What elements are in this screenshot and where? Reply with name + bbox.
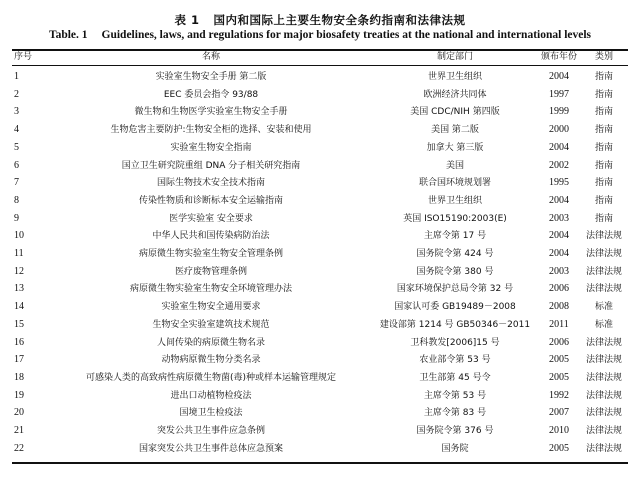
cell-no: 4 — [14, 124, 19, 136]
table-number-en: Table. 1 — [48, 29, 88, 41]
cell-no: 12 — [14, 265, 24, 277]
table-number-cn: 表 1 — [174, 13, 200, 27]
cell-year: 2004 — [549, 248, 569, 259]
cell-category: 指南 — [594, 142, 613, 153]
cell-name: 微生物和生物医学实验室生物安全手册 — [134, 107, 288, 118]
cell-year: 2011 — [549, 318, 569, 330]
cell-name: 医疗废物管理条例 — [174, 266, 247, 277]
table-row — [12, 139, 628, 157]
header-category: 类别 — [594, 52, 613, 62]
table-row — [12, 280, 628, 298]
cell-category: 法律法规 — [585, 355, 622, 366]
table-row — [12, 440, 628, 458]
cell-year: 2002 — [549, 159, 569, 171]
cell-department: 美国 — [445, 160, 464, 171]
cell-year: 2006 — [549, 283, 569, 295]
table-row — [12, 404, 628, 422]
table-row — [12, 174, 628, 192]
cell-name: 进出口动植物检疫法 — [170, 390, 252, 401]
cell-no: 15 — [14, 318, 24, 330]
cell-name: 国际生物技术安全技术指南 — [156, 178, 265, 189]
table-bottom-rule — [12, 462, 628, 464]
cell-name: 中华人民共和国传染病防治法 — [152, 231, 270, 242]
cell-year: 2004 — [549, 194, 569, 206]
table-header-row — [12, 49, 628, 65]
cell-category: 标准 — [594, 302, 613, 313]
cell-name: 病原微生物实验室生物安全环境管理办法 — [129, 284, 292, 295]
cell-category: 法律法规 — [585, 426, 622, 436]
cell-department: 国务院令第 380 号 — [416, 266, 494, 277]
table-row — [12, 387, 628, 405]
cell-name: 传染性物质和诊断标本安全运输指南 — [138, 195, 283, 206]
cell-name: 动物病原微生物分类名录 — [161, 355, 261, 366]
cell-category: 指南 — [594, 213, 613, 224]
header-no: 序号 — [14, 52, 33, 62]
cell-year: 2005 — [549, 371, 569, 383]
cell-department: 美国 第二版 — [431, 125, 479, 136]
cell-no: 13 — [14, 283, 24, 295]
cell-name: 可感染人类的高致病性病原微生物菌(毒)种或样本运输管理规定 — [85, 372, 337, 383]
cell-department: 国家认可委 GB19489－2008 — [394, 302, 516, 313]
cell-name: 实验室生物安全手册 第二版 — [155, 72, 267, 82]
cell-category: 指南 — [594, 107, 613, 118]
cell-category: 指南 — [594, 89, 613, 100]
cell-no: 2 — [14, 88, 19, 100]
table-title-cn: 国内和国际上主要生物安全条约指南和法律法规 — [213, 13, 466, 27]
table-row — [12, 334, 628, 352]
table-row — [12, 351, 628, 369]
cell-no: 10 — [14, 230, 24, 242]
cell-no: 1 — [14, 71, 19, 82]
table-row — [12, 422, 628, 440]
cell-department: 世界卫生组织 — [427, 72, 482, 82]
table-header-rule — [12, 65, 628, 66]
cell-category: 法律法规 — [585, 408, 622, 419]
cell-name: 国立卫生研究院重组 DNA 分子相关研究指南 — [121, 160, 301, 171]
cell-year: 2004 — [549, 141, 569, 153]
cell-no: 3 — [14, 106, 19, 118]
table-caption-en — [0, 29, 640, 41]
cell-name: 人间传染的病原微生物名录 — [156, 337, 265, 348]
cell-year: 2010 — [549, 425, 569, 436]
cell-name: 生物危害主要防护:生物安全柜的选择、安装和使用 — [110, 125, 312, 136]
cell-department: 国务院 — [441, 443, 469, 454]
cell-year: 2004 — [549, 230, 569, 242]
cell-no: 22 — [14, 442, 24, 454]
table-row — [12, 245, 628, 263]
cell-category: 法律法规 — [585, 284, 622, 295]
cell-no: 11 — [14, 248, 24, 259]
table-row — [12, 103, 628, 121]
cell-department: 欧洲经济共同体 — [423, 89, 487, 100]
cell-category: 标准 — [594, 319, 613, 330]
cell-department: 农业部令第 53 号 — [419, 355, 491, 366]
cell-category: 指南 — [594, 195, 613, 206]
cell-year: 2003 — [549, 212, 569, 224]
cell-no: 14 — [14, 301, 24, 313]
cell-name: 国家突发公共卫生事件总体应急预案 — [138, 443, 283, 454]
cell-no: 5 — [14, 141, 19, 153]
cell-no: 16 — [14, 336, 24, 348]
table-row — [12, 121, 628, 139]
cell-name: 实验室生物安全指南 — [170, 142, 252, 153]
cell-department: 国家环境保护总局令第 32 号 — [396, 284, 514, 295]
cell-department: 卫科教发[2006]15 号 — [410, 337, 500, 348]
cell-department: 世界卫生组织 — [427, 195, 482, 206]
cell-department: 建设部第 1214 号 GB50346－2011 — [379, 319, 531, 330]
cell-category: 法律法规 — [585, 337, 622, 348]
cell-category: 法律法规 — [585, 390, 622, 401]
table-row — [12, 210, 628, 228]
table-row — [12, 68, 628, 86]
cell-name: 医学实验室 安全要求 — [169, 213, 253, 224]
cell-year: 2006 — [549, 336, 569, 348]
cell-category: 指南 — [594, 160, 613, 171]
cell-year: 1992 — [549, 389, 569, 401]
cell-no: 17 — [14, 354, 24, 366]
cell-category: 法律法规 — [585, 443, 622, 454]
cell-year: 2000 — [549, 124, 569, 136]
header-department: 制定部门 — [436, 52, 473, 62]
cell-year: 2003 — [549, 265, 569, 277]
cell-no: 19 — [14, 389, 24, 401]
cell-department: 主席令第 17 号 — [423, 231, 487, 242]
cell-name: EEC 委员会指令 93/88 — [163, 89, 259, 100]
cell-category: 法律法规 — [585, 249, 622, 259]
cell-year: 2005 — [549, 354, 569, 366]
cell-department: 联合国环境规划署 — [418, 178, 491, 189]
cell-department: 英国 ISO15190:2003(E) — [403, 213, 507, 224]
header-year: 颁布年份 — [540, 52, 577, 62]
cell-department: 主席令第 53 号 — [423, 390, 487, 401]
cell-category: 指南 — [594, 178, 613, 189]
cell-department: 美国 CDC/NIH 第四版 — [410, 107, 500, 118]
cell-no: 21 — [14, 425, 24, 436]
table-row — [12, 86, 628, 104]
table-row — [12, 192, 628, 210]
table-row — [12, 298, 628, 316]
cell-department: 卫生部第 45 号令 — [419, 372, 491, 383]
header-name: 名称 — [201, 52, 220, 62]
cell-department: 加拿大 第三版 — [426, 142, 484, 153]
cell-year: 1999 — [549, 106, 569, 118]
cell-category: 法律法规 — [585, 231, 622, 242]
cell-year: 1997 — [549, 88, 569, 100]
cell-name: 国境卫生检疫法 — [179, 408, 243, 419]
table-row — [12, 227, 628, 245]
cell-no: 18 — [14, 371, 24, 383]
table-row — [12, 369, 628, 387]
cell-no: 6 — [14, 159, 19, 171]
table-title-en: Guidelines, laws, and regulations for major biosafety treaties at the national and international levels — [101, 29, 592, 41]
cell-name: 突发公共卫生事件应急条例 — [156, 426, 265, 436]
cell-no: 20 — [14, 407, 24, 419]
table-row — [12, 157, 628, 175]
table-row — [12, 316, 628, 334]
cell-no: 7 — [14, 177, 19, 189]
cell-category: 法律法规 — [585, 372, 622, 383]
table-row — [12, 263, 628, 281]
cell-department: 国务院令第 376 号 — [416, 426, 494, 436]
cell-year: 2005 — [549, 442, 569, 454]
cell-year: 2008 — [549, 301, 569, 313]
cell-no: 8 — [14, 194, 19, 206]
cell-category: 指南 — [594, 72, 613, 82]
cell-year: 2004 — [549, 71, 569, 82]
table-caption-cn — [0, 12, 640, 28]
cell-department: 主席令第 83 号 — [423, 408, 487, 419]
cell-no: 9 — [14, 212, 19, 224]
cell-category: 法律法规 — [585, 266, 622, 277]
cell-year: 1995 — [549, 177, 569, 189]
cell-year: 2007 — [549, 407, 569, 419]
cell-name: 生物安全实验室建筑技术规范 — [152, 319, 270, 330]
cell-category: 指南 — [594, 125, 613, 136]
cell-name: 实验室生物安全通用要求 — [161, 302, 261, 313]
cell-name: 病原微生物实验室生物安全管理条例 — [138, 249, 283, 259]
cell-department: 国务院令第 424 号 — [416, 249, 494, 259]
